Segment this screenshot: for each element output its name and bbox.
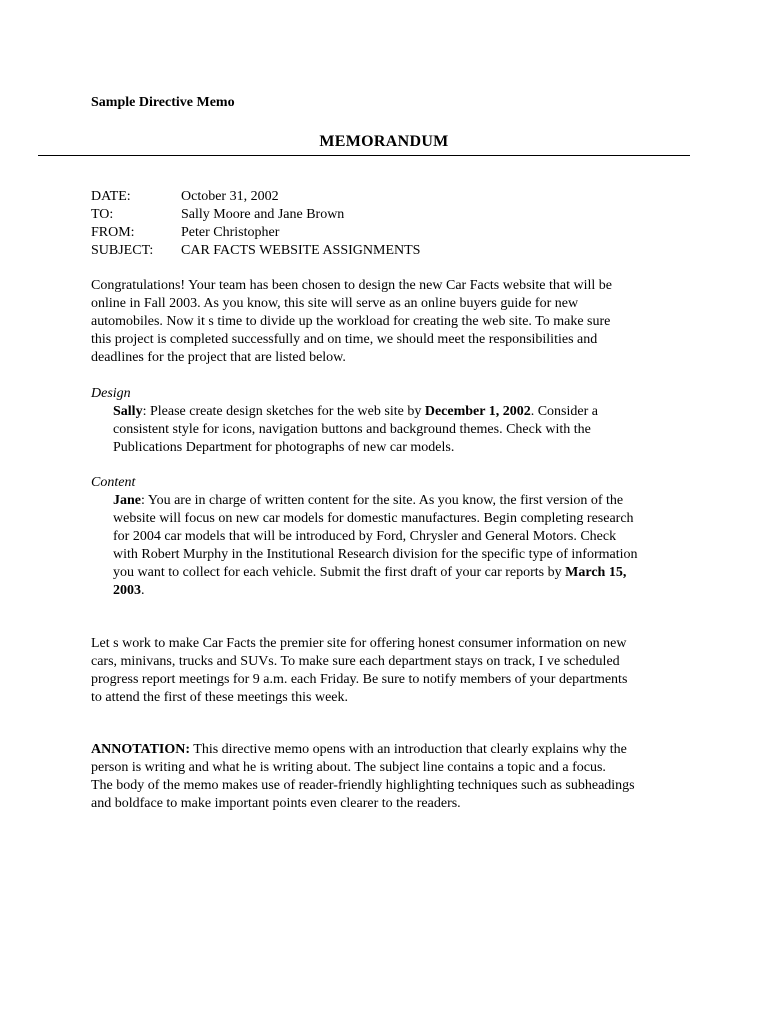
content-text: you want to collect for each vehicle. Submit the first draft of your car reports by (113, 565, 566, 580)
to-value: Sally Moore and Jane Brown (181, 207, 345, 222)
content-text: : You are in charge of written content for the site. As you know, the first version of the (141, 493, 624, 508)
from-value: Peter Christopher (181, 225, 280, 240)
subject-row (91, 242, 420, 260)
subject-label: SUBJECT: (91, 243, 154, 258)
title-divider (38, 155, 690, 156)
design-text: . Consider a (530, 404, 598, 419)
date-row (91, 188, 420, 206)
content-paragraph (113, 492, 693, 600)
closing-line: cars, minivans, trucks and SUVs. To make sure each department stays on track, I ve scheduled (91, 654, 620, 669)
content-line (113, 564, 693, 582)
design-heading: Design (91, 386, 131, 401)
intro-line: online in Fall 2003. As you know, this site will serve as an online buyers guide for new (91, 296, 579, 311)
closing-line: Let s work to make Car Facts the premier site for offering honest consumer information on new (91, 636, 627, 651)
to-row (91, 206, 420, 224)
intro-line: deadlines for the project that are listed below. (91, 350, 346, 365)
subject-value: CAR FACTS WEBSITE ASSIGNMENTS (181, 243, 421, 258)
content-deadline: March 15, (565, 565, 627, 580)
design-line: Publications Department for photographs of new car models. (113, 440, 455, 455)
intro-line: Congratulations! Your team has been chosen to design the new Car Facts website that will be (91, 278, 613, 293)
design-assignee: Sally (113, 404, 143, 419)
memo-title: MEMORANDUM (319, 133, 449, 150)
from-row (91, 224, 420, 242)
annotation-line: and boldface to make important points even clearer to the readers. (91, 796, 461, 811)
content-line: for 2004 car models that will be introduced by Ford, Chrysler and General Motors. Check (113, 529, 617, 544)
date-label: DATE: (91, 189, 131, 204)
closing-line: to attend the first of these meetings this week. (91, 690, 348, 705)
design-text: : Please create design sketches for the web site by (142, 404, 425, 419)
content-heading: Content (91, 475, 136, 490)
memo-header (91, 188, 420, 260)
content-line (113, 582, 693, 600)
content-text: . (141, 583, 145, 598)
content-line: website will focus on new car models for domestic manufactures. Begin completing research (113, 511, 634, 526)
design-line (113, 403, 693, 421)
intro-paragraph (91, 277, 691, 367)
document-heading: Sample Directive Memo (91, 95, 235, 110)
intro-line: automobiles. Now it s time to divide up the workload for creating the web site. To make sure (91, 314, 611, 329)
annotation-paragraph (91, 741, 691, 813)
content-assignee: Jane (113, 493, 141, 508)
closing-line: progress report meetings for 9 a.m. each Friday. Be sure to notify members of your departments (91, 672, 628, 687)
annotation-label: ANNOTATION: (91, 742, 191, 757)
design-deadline: December 1, 2002 (424, 404, 531, 419)
content-line (113, 492, 693, 510)
date-value: October 31, 2002 (181, 189, 279, 204)
from-label: FROM: (91, 225, 135, 240)
intro-line: this project is completed successfully and on time, we should meet the responsibilities and (91, 332, 598, 347)
annotation-text: This directive memo opens with an introduction that clearly explains why the (190, 742, 627, 757)
to-label: TO: (91, 207, 114, 222)
annotation-line (91, 741, 691, 759)
content-line: with Robert Murphy in the Institutional Research division for the specific type of information (113, 547, 638, 562)
closing-paragraph (91, 635, 691, 707)
design-paragraph (113, 403, 693, 457)
content-deadline: 2003 (113, 583, 141, 598)
annotation-line: person is writing and what he is writing about. The subject line contains a topic and a focus. (91, 760, 606, 775)
design-line: consistent style for icons, navigation buttons and background themes. Check with the (113, 422, 591, 437)
annotation-line: The body of the memo makes use of reader-friendly highlighting techniques such as subheadings (91, 778, 635, 793)
